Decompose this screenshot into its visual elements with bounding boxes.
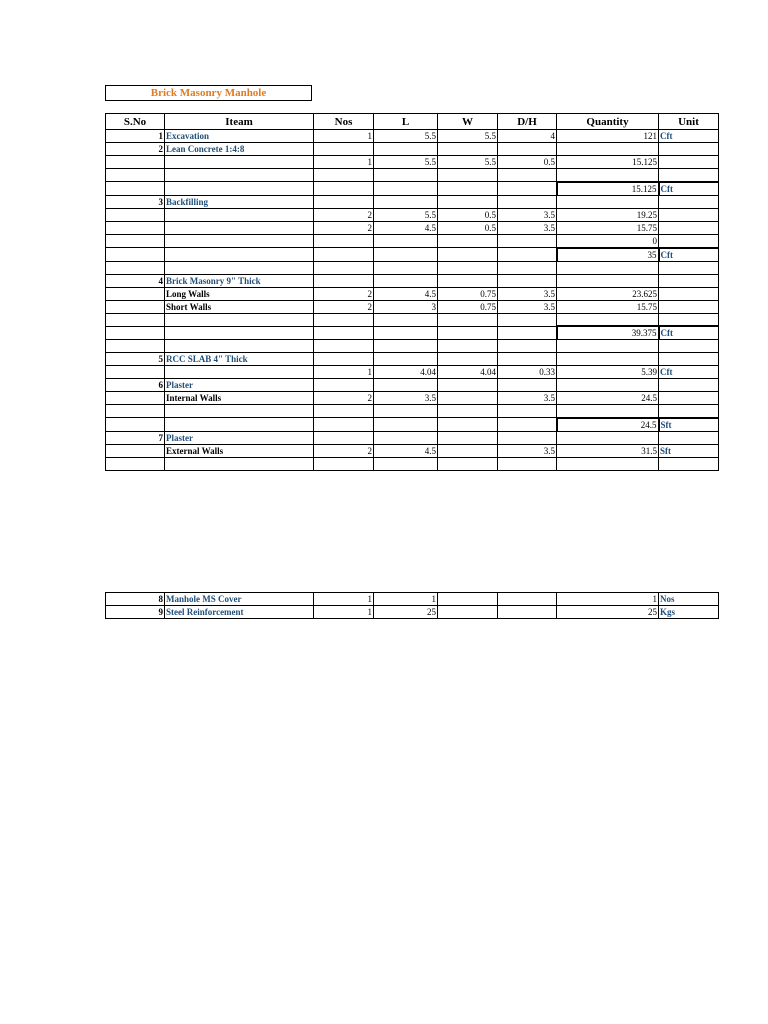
cell-depth <box>498 326 557 340</box>
cell-length: 5.5 <box>374 156 438 169</box>
cell-nos <box>314 248 374 262</box>
cell-item <box>165 418 314 432</box>
cell-item <box>165 405 314 418</box>
cell-nos <box>314 195 374 208</box>
cell-quantity <box>557 405 659 418</box>
header-item: Iteam <box>165 114 314 130</box>
cell-width: 4.04 <box>438 366 498 379</box>
cell-item: Plaster <box>165 379 314 392</box>
cell-sno: 7 <box>106 431 165 444</box>
cell-width <box>438 261 498 274</box>
header-unit: Unit <box>659 114 719 130</box>
cell-width <box>438 182 498 196</box>
cell-depth: 3.5 <box>498 208 557 221</box>
cell-quantity <box>557 274 659 287</box>
cell-item: Long Walls <box>165 287 314 300</box>
cell-sno <box>106 392 165 405</box>
cell-sno <box>106 457 165 470</box>
cell-item: RCC SLAB 4" Thick <box>165 353 314 366</box>
cell-item: Steel Reinforcement <box>165 606 314 619</box>
cell-width <box>438 313 498 326</box>
cell-width <box>438 195 498 208</box>
cell-width <box>438 379 498 392</box>
cell-length: 1 <box>374 593 438 606</box>
cell-quantity: 0 <box>557 234 659 248</box>
header-quantity: Quantity <box>557 114 659 130</box>
cell-nos <box>314 182 374 196</box>
cell-item <box>165 340 314 353</box>
cell-depth <box>498 234 557 248</box>
cell-depth <box>498 169 557 182</box>
cell-quantity: 24.5 <box>557 392 659 405</box>
cell-width <box>438 248 498 262</box>
cell-nos <box>314 169 374 182</box>
table-row <box>106 143 719 156</box>
cell-sno <box>106 326 165 340</box>
cell-width <box>438 169 498 182</box>
cell-unit <box>659 405 719 418</box>
cell-length <box>374 234 438 248</box>
cell-length: 4.5 <box>374 287 438 300</box>
cell-unit <box>659 221 719 234</box>
cell-sno <box>106 208 165 221</box>
cell-width: 0.75 <box>438 300 498 313</box>
cell-quantity <box>557 353 659 366</box>
cell-unit <box>659 156 719 169</box>
cell-depth: 3.5 <box>498 287 557 300</box>
cell-depth <box>498 418 557 432</box>
cell-length: 3 <box>374 300 438 313</box>
cell-width <box>438 274 498 287</box>
cell-width <box>438 431 498 444</box>
cell-nos <box>314 405 374 418</box>
cell-depth <box>498 313 557 326</box>
cell-depth <box>498 248 557 262</box>
cell-unit: Cft <box>659 130 719 143</box>
cell-item <box>165 156 314 169</box>
cell-width: 5.5 <box>438 156 498 169</box>
cell-item <box>165 457 314 470</box>
cell-depth <box>498 606 557 619</box>
cell-depth <box>498 143 557 156</box>
cell-depth <box>498 274 557 287</box>
header-depth: D/H <box>498 114 557 130</box>
cell-item <box>165 248 314 262</box>
cell-width: 0.5 <box>438 208 498 221</box>
cell-width: 0.75 <box>438 287 498 300</box>
cell-width <box>438 457 498 470</box>
cell-item <box>165 261 314 274</box>
table-row <box>106 195 719 208</box>
cell-sno: 9 <box>106 606 165 619</box>
cell-length: 4.04 <box>374 366 438 379</box>
cell-sno <box>106 405 165 418</box>
cell-nos <box>314 261 374 274</box>
cell-unit <box>659 340 719 353</box>
cell-length <box>374 261 438 274</box>
cell-width <box>438 606 498 619</box>
cell-width: 0.5 <box>438 221 498 234</box>
cell-length <box>374 169 438 182</box>
table-row <box>106 274 719 287</box>
cell-quantity <box>557 143 659 156</box>
table-row <box>106 366 719 379</box>
cell-item: Manhole MS Cover <box>165 593 314 606</box>
cell-width <box>438 593 498 606</box>
cell-depth <box>498 593 557 606</box>
cell-sno <box>106 248 165 262</box>
cell-depth <box>498 457 557 470</box>
cell-item: Short Walls <box>165 300 314 313</box>
cell-sno <box>106 221 165 234</box>
cell-depth: 4 <box>498 130 557 143</box>
cell-length <box>374 431 438 444</box>
cell-quantity: 15.75 <box>557 221 659 234</box>
cell-item: Internal Walls <box>165 392 314 405</box>
cell-depth <box>498 182 557 196</box>
cell-unit <box>659 392 719 405</box>
cell-unit <box>659 261 719 274</box>
cell-sno <box>106 313 165 326</box>
cell-nos: 2 <box>314 444 374 457</box>
cell-unit <box>659 353 719 366</box>
cell-item: Excavation <box>165 130 314 143</box>
cell-nos: 1 <box>314 130 374 143</box>
cell-length <box>374 182 438 196</box>
cell-depth <box>498 405 557 418</box>
cell-nos: 2 <box>314 300 374 313</box>
cell-length <box>374 379 438 392</box>
cell-length: 4.5 <box>374 221 438 234</box>
cell-nos: 2 <box>314 392 374 405</box>
cell-quantity: 5.39 <box>557 366 659 379</box>
cell-sno <box>106 261 165 274</box>
cell-unit <box>659 457 719 470</box>
cell-quantity <box>557 313 659 326</box>
table-row <box>106 593 719 606</box>
cell-depth: 3.5 <box>498 221 557 234</box>
cell-width <box>438 405 498 418</box>
cell-depth: 0.5 <box>498 156 557 169</box>
cell-sno: 6 <box>106 379 165 392</box>
cell-length <box>374 457 438 470</box>
cell-nos <box>314 353 374 366</box>
cell-length: 3.5 <box>374 392 438 405</box>
cell-width <box>438 143 498 156</box>
header-row <box>106 114 719 130</box>
cell-nos <box>314 143 374 156</box>
cell-quantity: 25 <box>557 606 659 619</box>
cell-length <box>374 405 438 418</box>
table-row <box>106 326 719 340</box>
cell-length: 5.5 <box>374 130 438 143</box>
cell-quantity <box>557 431 659 444</box>
cell-quantity <box>557 195 659 208</box>
cell-quantity: 15.75 <box>557 300 659 313</box>
cell-item: External Walls <box>165 444 314 457</box>
table-row <box>106 457 719 470</box>
cell-sno <box>106 156 165 169</box>
cell-length <box>374 340 438 353</box>
cell-sno: 4 <box>106 274 165 287</box>
cell-item: Plaster <box>165 431 314 444</box>
cell-sno <box>106 287 165 300</box>
cell-sno <box>106 366 165 379</box>
cell-unit: Kgs <box>659 606 719 619</box>
cell-depth: 3.5 <box>498 392 557 405</box>
cell-unit <box>659 234 719 248</box>
cell-quantity: 15.125 <box>557 182 659 196</box>
cell-unit: Sft <box>659 418 719 432</box>
cell-item <box>165 208 314 221</box>
cell-length <box>374 313 438 326</box>
cell-item <box>165 313 314 326</box>
cell-width <box>438 234 498 248</box>
cell-unit <box>659 195 719 208</box>
cell-unit: Sft <box>659 444 719 457</box>
cell-quantity: 31.5 <box>557 444 659 457</box>
cell-sno: 5 <box>106 353 165 366</box>
cell-sno <box>106 418 165 432</box>
cell-nos <box>314 274 374 287</box>
table-row <box>106 379 719 392</box>
header-width: W <box>438 114 498 130</box>
cell-item <box>165 326 314 340</box>
cell-quantity: 19.25 <box>557 208 659 221</box>
cell-item: Backfilling <box>165 195 314 208</box>
cell-nos: 2 <box>314 221 374 234</box>
table-row <box>106 353 719 366</box>
table-row <box>106 287 719 300</box>
cell-length <box>374 353 438 366</box>
cell-sno <box>106 169 165 182</box>
cell-nos <box>314 457 374 470</box>
cell-quantity: 15.125 <box>557 156 659 169</box>
cell-length <box>374 143 438 156</box>
cell-unit: Cft <box>659 326 719 340</box>
cell-depth <box>498 340 557 353</box>
cell-nos <box>314 379 374 392</box>
table-row <box>106 431 719 444</box>
cell-width <box>438 392 498 405</box>
cell-sno: 1 <box>106 130 165 143</box>
cell-unit <box>659 169 719 182</box>
cell-nos: 1 <box>314 156 374 169</box>
cell-nos: 2 <box>314 287 374 300</box>
cell-unit <box>659 143 719 156</box>
table-row <box>106 340 719 353</box>
table-row <box>106 606 719 619</box>
cell-sno: 8 <box>106 593 165 606</box>
table-row <box>106 405 719 418</box>
cell-sno <box>106 182 165 196</box>
cell-quantity <box>557 340 659 353</box>
table-row <box>106 248 719 262</box>
cell-length: 25 <box>374 606 438 619</box>
cell-depth: 3.5 <box>498 444 557 457</box>
cell-unit: Cft <box>659 182 719 196</box>
cell-length <box>374 248 438 262</box>
table-row <box>106 392 719 405</box>
cell-sno: 3 <box>106 195 165 208</box>
table-row <box>106 169 719 182</box>
table-row <box>106 418 719 432</box>
cell-unit: Cft <box>659 366 719 379</box>
cell-sno: 2 <box>106 143 165 156</box>
table-row <box>106 130 719 143</box>
table-row <box>106 261 719 274</box>
cell-depth <box>498 195 557 208</box>
cell-item <box>165 169 314 182</box>
cell-unit <box>659 313 719 326</box>
cell-depth <box>498 431 557 444</box>
cell-unit: Cft <box>659 248 719 262</box>
cell-quantity: 35 <box>557 248 659 262</box>
cell-nos: 1 <box>314 593 374 606</box>
misc-items-table <box>105 592 719 619</box>
cell-length <box>374 195 438 208</box>
header-nos: Nos <box>314 114 374 130</box>
cell-quantity: 23.625 <box>557 287 659 300</box>
cell-sno <box>106 340 165 353</box>
cell-nos <box>314 326 374 340</box>
cell-nos <box>314 234 374 248</box>
cell-width <box>438 326 498 340</box>
table-row <box>106 208 719 221</box>
table-row <box>106 313 719 326</box>
cell-depth <box>498 353 557 366</box>
header-sno: S.No <box>106 114 165 130</box>
table-row <box>106 444 719 457</box>
cell-unit <box>659 274 719 287</box>
cell-nos <box>314 418 374 432</box>
cell-depth <box>498 379 557 392</box>
cell-width <box>438 444 498 457</box>
cell-width <box>438 418 498 432</box>
table-row <box>106 221 719 234</box>
cell-length <box>374 274 438 287</box>
cell-nos: 1 <box>314 606 374 619</box>
cell-quantity: 39.375 <box>557 326 659 340</box>
cell-unit <box>659 431 719 444</box>
cell-depth <box>498 261 557 274</box>
sheet-title: Brick Masonry Manhole <box>105 85 312 101</box>
cell-quantity <box>557 169 659 182</box>
cell-quantity: 1 <box>557 593 659 606</box>
table-row <box>106 300 719 313</box>
cell-length <box>374 326 438 340</box>
cell-width <box>438 353 498 366</box>
table-row <box>106 156 719 169</box>
cell-nos: 1 <box>314 366 374 379</box>
cell-length: 4.5 <box>374 444 438 457</box>
cell-depth: 0.33 <box>498 366 557 379</box>
cell-unit <box>659 287 719 300</box>
cell-depth: 3.5 <box>498 300 557 313</box>
cell-length: 5.5 <box>374 208 438 221</box>
cell-width <box>438 340 498 353</box>
cell-item <box>165 234 314 248</box>
cell-nos <box>314 340 374 353</box>
cell-item <box>165 366 314 379</box>
cell-item <box>165 182 314 196</box>
cell-quantity <box>557 261 659 274</box>
cell-sno <box>106 444 165 457</box>
cell-nos: 2 <box>314 208 374 221</box>
table-row <box>106 182 719 196</box>
cell-unit <box>659 208 719 221</box>
cell-item: Lean Concrete 1:4:8 <box>165 143 314 156</box>
cell-item <box>165 221 314 234</box>
cell-length <box>374 418 438 432</box>
cell-quantity <box>557 379 659 392</box>
cell-unit: Nos <box>659 593 719 606</box>
cell-sno <box>106 234 165 248</box>
cell-width: 5.5 <box>438 130 498 143</box>
cell-quantity: 24.5 <box>557 418 659 432</box>
cell-quantity <box>557 457 659 470</box>
cell-quantity: 121 <box>557 130 659 143</box>
cell-unit <box>659 300 719 313</box>
cell-nos <box>314 431 374 444</box>
cell-item: Brick Masonry 9" Thick <box>165 274 314 287</box>
table-row <box>106 234 719 248</box>
cell-unit <box>659 379 719 392</box>
header-length: L <box>374 114 438 130</box>
estimate-table <box>105 113 719 471</box>
cell-nos <box>314 313 374 326</box>
cell-sno <box>106 300 165 313</box>
